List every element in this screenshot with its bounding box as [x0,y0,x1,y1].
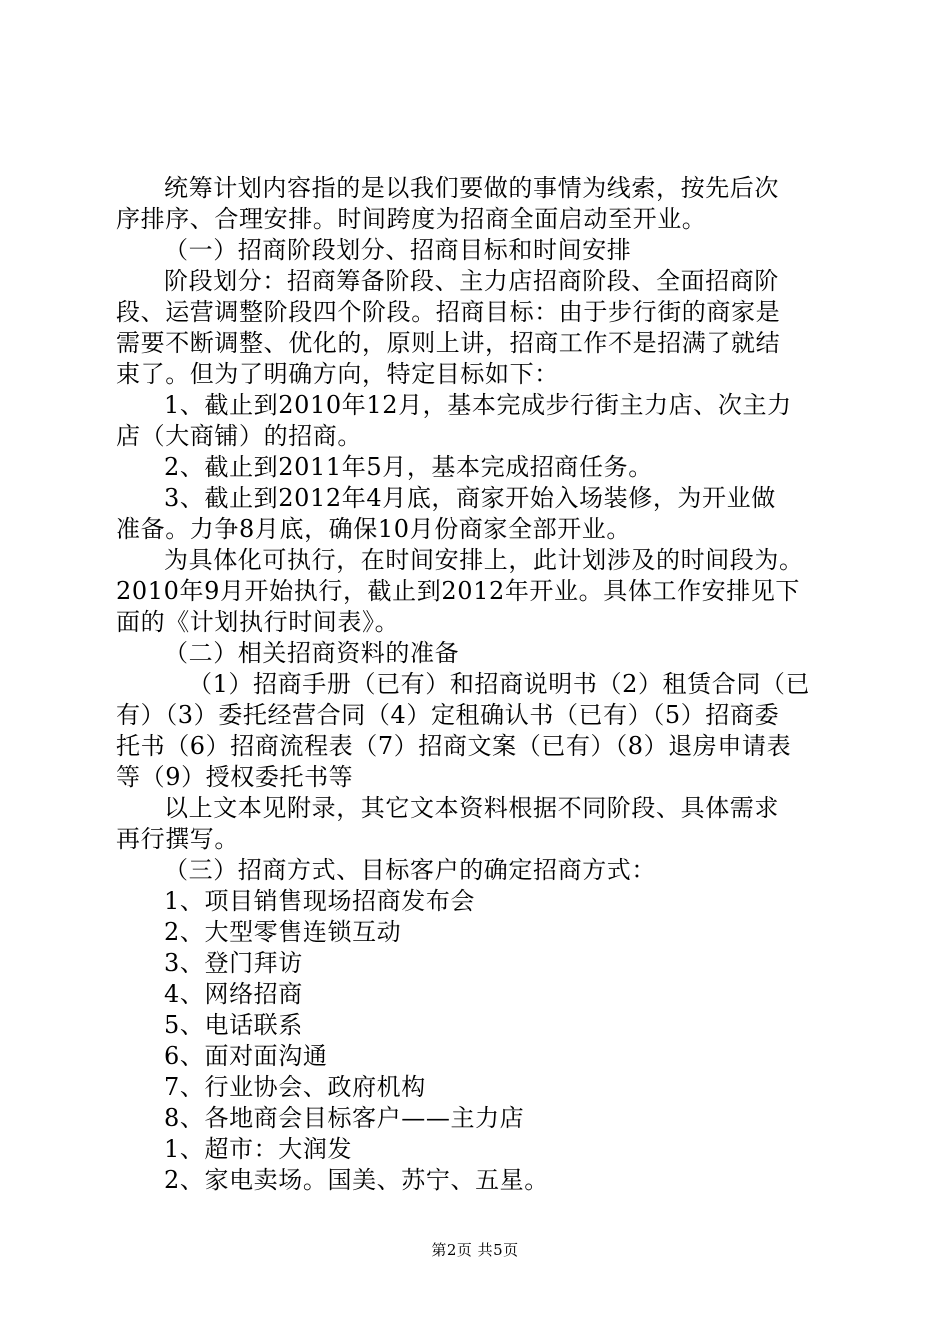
list-item: 1、截止到2010年12月，基本完成步行街主力店、次主力 [164,391,792,419]
paragraph-line: 有）（3）委托经营合同（4）定租确认书（已有）（5）招商委 [116,701,780,729]
paragraph-line: 需要不断调整、优化的，原则上讲，招商工作不是招满了就结 [116,329,781,357]
section-heading: （一）招商阶段划分、招商目标和时间安排 [164,236,632,264]
paragraph-line: 再行撰写。 [116,825,239,853]
list-item: 3、登门拜访 [164,949,303,977]
paragraph-line: 托书（6）招商流程表（7）招商文案（已有）（8）退房申请表 [116,732,792,760]
paragraph-line: 等（9）授权委托书等 [116,763,354,791]
list-item: 7、行业协会、政府机构 [164,1073,426,1101]
list-item: 1、超市：大润发 [164,1135,353,1163]
paragraph-line: 面的《计划执行时间表》。 [116,608,400,636]
list-item: 3、截止到2012年4月底，商家开始入场装修，为开业做 [164,484,776,512]
paragraph-line: （1）招商手册（已有）和招商说明书（2）租赁合同（已 [188,670,811,698]
paragraph-line: 段、运营调整阶段四个阶段。招商目标：由于步行街的商家是 [116,298,781,326]
section-heading: （二）相关招商资料的准备 [164,639,460,667]
list-item: 8、各地商会目标客户——主力店 [164,1104,525,1132]
list-item: 2、截止到2011年5月，基本完成招商任务。 [164,453,653,481]
list-item: 1、项目销售现场招商发布会 [164,887,476,915]
paragraph-line: 阶段划分：招商筹备阶段、主力店招商阶段、全面招商阶 [164,267,779,295]
paragraph-line: 店（大商铺）的招商。 [116,422,362,450]
list-item: 2、大型零售连锁互动 [164,918,402,946]
list-item: 4、网络招商 [164,980,303,1008]
paragraph-line: 准备。力争8月底，确保10月份商家全部开业。 [116,515,632,543]
paragraph-line: 2010年9月开始执行，截止到2012年开业。具体工作安排见下 [116,577,801,605]
paragraph-line: 束了。但为了明确方向，特定目标如下： [116,360,559,388]
list-item: 6、面对面沟通 [164,1042,328,1070]
paragraph-line: 序排序、合理安排。时间跨度为招商全面启动至开业。 [116,205,707,233]
list-item: 2、家电卖场。国美、苏宁、五星。 [164,1166,549,1194]
paragraph-line: 以上文本见附录，其它文本资料根据不同阶段、具体需求 [164,794,779,822]
section-heading: （三）招商方式、目标客户的确定招商方式： [164,856,656,884]
page-number: 第2页 共5页 [431,1241,519,1259]
paragraph-line: 统筹计划内容指的是以我们要做的事情为线索，按先后次 [164,174,779,202]
document-body [116,173,836,1196]
paragraph-line: 为具体化可执行，在时间安排上，此计划涉及的时间段为。 [164,546,804,574]
list-item: 5、电话联系 [164,1011,303,1039]
